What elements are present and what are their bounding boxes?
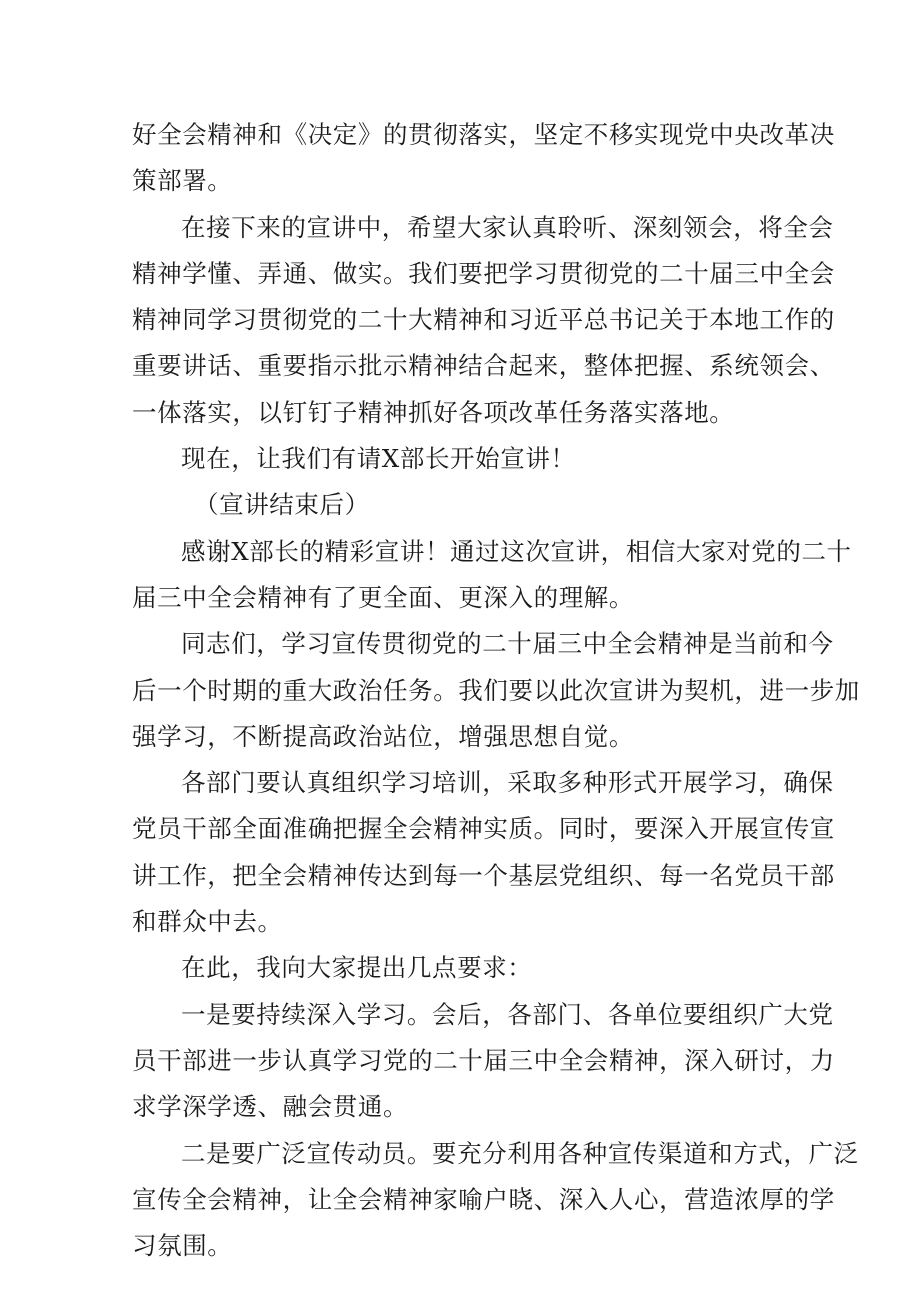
paragraph-p7-line-4: 和群众中去。 [132,907,283,937]
paragraph-p9-line-1: 一是要持续深入学习。会后，各部门、各单位要组织广大党 [181,999,834,1029]
paragraph-p2-line-2: 精神学懂、弄通、做实。我们要把学习贯彻党的二十届三中全会 [132,258,835,288]
paragraph-p2-line-1: 在接下来的宣讲中，希望大家认真聆听、深刻领会，将全会 [181,212,834,242]
paragraph-p1 [132,112,835,205]
paragraph-p6 [132,621,860,760]
paragraph-p8 [132,945,796,991]
paragraph-p1-line-1: 好全会精神和《决定》的贯彻落实，坚定不移实现党中央改革决 [132,120,835,149]
paragraph-p4-line-1: （宣讲结束后） [194,490,370,520]
paragraph-p2-line-3: 精神同学习贯彻党的二十大精神和习近平总书记关于本地工作的 [132,305,835,335]
paragraph-p2-line-4: 重要讲话、重要指示批示精神结合起来，整体把握、系统领会、 [132,351,835,381]
paragraph-p7-line-2: 党员干部全面准确把握全会精神实质。同时，要深入开展宣传宣 [132,814,835,844]
paragraph-p5 [132,529,852,622]
paragraph-p9-line-2: 员干部进一步认真学习党的二十届三中全会精神，深入研讨，力 [132,1045,835,1075]
paragraph-p10-line-3: 习氛围。 [132,1231,233,1261]
paragraph-p10 [132,1131,859,1270]
paragraph-p5-line-2: 届三中全会精神有了更全面、更深入的理解。 [132,582,634,612]
paragraph-p10-line-1: 二是要广泛宣传动员。要充分利用各种宣传渠道和方式，广泛 [181,1138,859,1168]
paragraph-p8-line-1: 在此，我向大家提出几点要求： [181,953,533,983]
paragraph-p4 [132,482,796,528]
paragraph-p1-line-2: 策部署。 [132,166,233,196]
paragraph-p7-line-3: 讲工作，把全会精神传达到每一个基层党组织、每一名党员干部 [132,860,835,890]
document-body [132,112,860,1269]
paragraph-p3 [132,436,796,482]
paragraph-p2-line-5: 一体落实，以钉钉子精神抓好各项改革任务落实落地。 [132,397,735,427]
paragraph-p6-line-1: 同志们，学习宣传贯彻党的二十届三中全会精神是当前和今 [181,629,834,659]
paragraph-p5-line-1: 感谢X部长的精彩宣讲！通过这次宣讲，相信大家对党的二十 [181,536,852,566]
paragraph-p9-line-3: 求学深学透、融会贯通。 [132,1092,409,1122]
paragraph-p10-line-2: 宣传全会精神，让全会精神家喻户晓、深入人心，营造浓厚的学 [132,1184,835,1214]
paragraph-p7-line-1: 各部门要认真组织学习培训，采取多种形式开展学习，确保 [181,768,834,798]
paragraph-p7 [132,760,835,945]
paragraph-p9 [132,992,835,1131]
paragraph-p6-line-2: 后一个时期的重大政治任务。我们要以此次宣讲为契机，进一步加 [132,675,860,705]
paragraph-p6-line-3: 强学习，不断提高政治站位，增强思想自觉。 [132,721,634,751]
paragraph-p2 [132,205,835,436]
paragraph-p3-line-1: 现在，让我们有请X部长开始宣讲！ [181,444,576,474]
